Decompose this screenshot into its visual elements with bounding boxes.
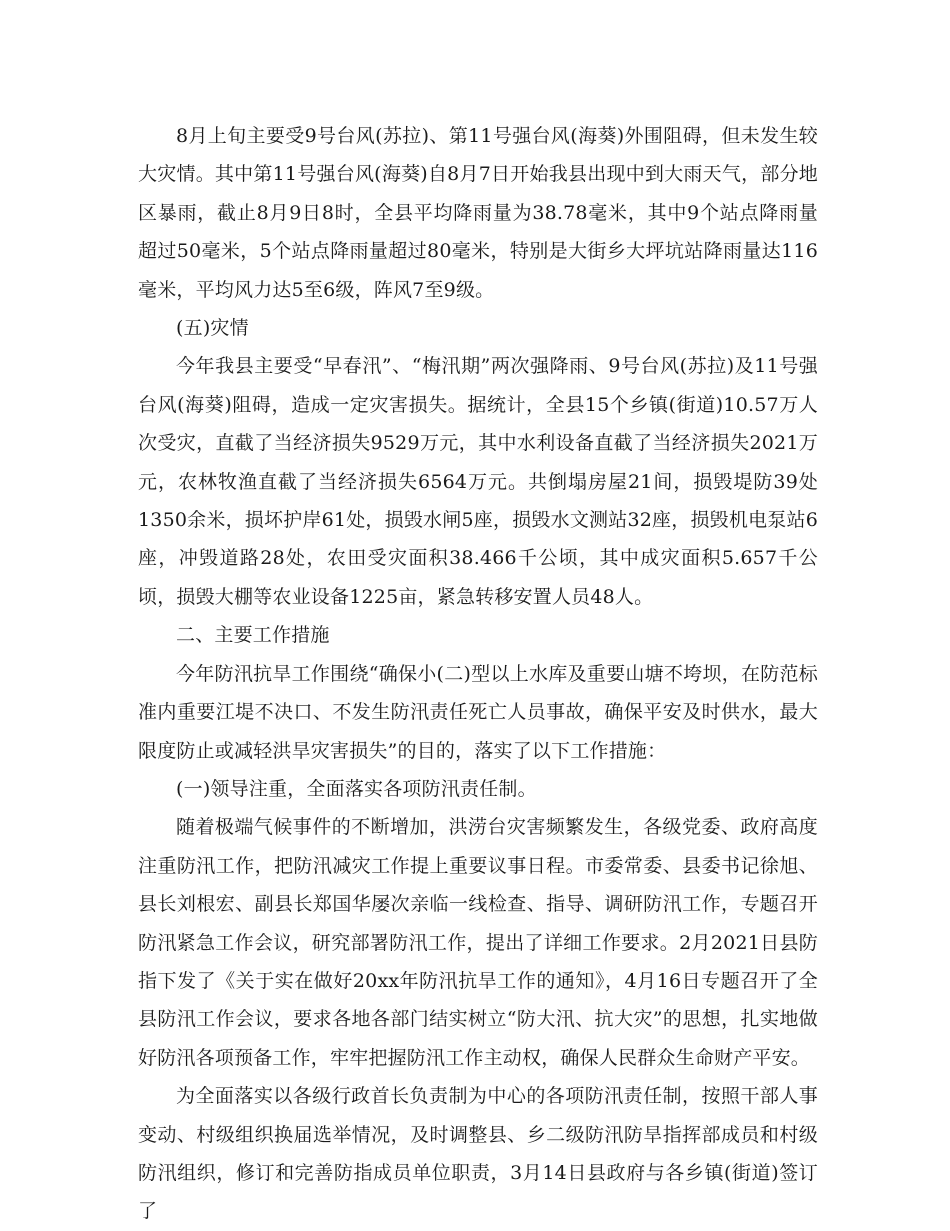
paragraph-leadership: 随着极端气候事件的不断增加，洪涝台灾害频繁发生，各级党委、政府高度注重防汛工作，把防汛减灾工作提上重要议事日程。市委常委、县委书记徐旭、县长刘根宏、副县长郑国华屡次亲临一线检查、指导、调研防汛工作，专题召开防汛紧急工作会议，研究部署防汛工作，提出了详细工作要求。2月2021日县防指下发了《关于实在做好20xx年防汛抗旱工作的通知》，4月16日专题召开了全县防汛工作会议，要求各地各部门结实树立“防大汛、抗大灾”的思想，扎实地做好防汛各项预备工作，牢牢把握防汛工作主动权，确保人民群众生命财产平安。: [138, 816, 818, 1069]
heading-disaster: (五)灾情: [176, 317, 249, 340]
heading-main-measures: 二、主要工作措施: [176, 624, 330, 647]
heading-leadership: (一)领导注重，全面落实各项防汛责任制。: [176, 777, 537, 800]
document-body: [138, 117, 818, 1231]
paragraph-responsibility: 为全面落实以各级行政首长负责制为中心的各项防汛责任制，按照干部人事变动、村级组织换届选举情况，及时调整县、乡二级防汛防旱指挥部成员和村级防汛组织，修订和完善防指成员单位职责，3月14日县政府与各乡镇(街道)签订了: [138, 1085, 818, 1223]
paragraph-typhoon-august: 8月上旬主要受9号台风(苏拉)、第11号强台风(海葵)外围阻碍，但未发生较大灾情。其中第11号强台风(海葵)自8月7日开始我县出现中到大雨天气，部分地区暴雨，截止8月9日8时，全县平均降雨量为38.78毫米，其中9个站点降雨量超过50毫米，5个站点降雨量超过80毫米，特别是大街乡大坪坑站降雨量达116毫米，平均风力达5至6级，阵风7至9级。: [138, 125, 818, 301]
paragraph-measures-intro: 今年防汛抗旱工作围绕“确保小(二)型以上水库及重要山塘不垮坝，在防范标准内重要江堤不决口、不发生防汛责任死亡人员事故，确保平安及时供水，最大限度防止或减轻洪旱灾害损失”的目的，落实了以下工作措施：: [138, 662, 818, 762]
paragraph-disaster-losses: 今年我县主要受“早春汛”、“梅汛期”两次强降雨、9号台风(苏拉)及11号强台风(海葵)阻碍，造成一定灾害损失。据统计，全县15个乡镇(街道)10.57万人次受灾，直截了当经济损失9529万元，其中水利设备直截了当经济损失2021万元，农林牧渔直截了当经济损失6564万元。共倒塌房屋21间，损毁堤防39处1350余米，损坏护岸61处，损毁水闸5座，损毁水文测站32座，损毁机电泵站6座，冲毁道路28处，农田受灾面积38.466千公顷，其中成灾面积5.657千公顷，损毁大棚等农业设备1225亩，紧急转移安置人员48人。: [138, 355, 818, 608]
